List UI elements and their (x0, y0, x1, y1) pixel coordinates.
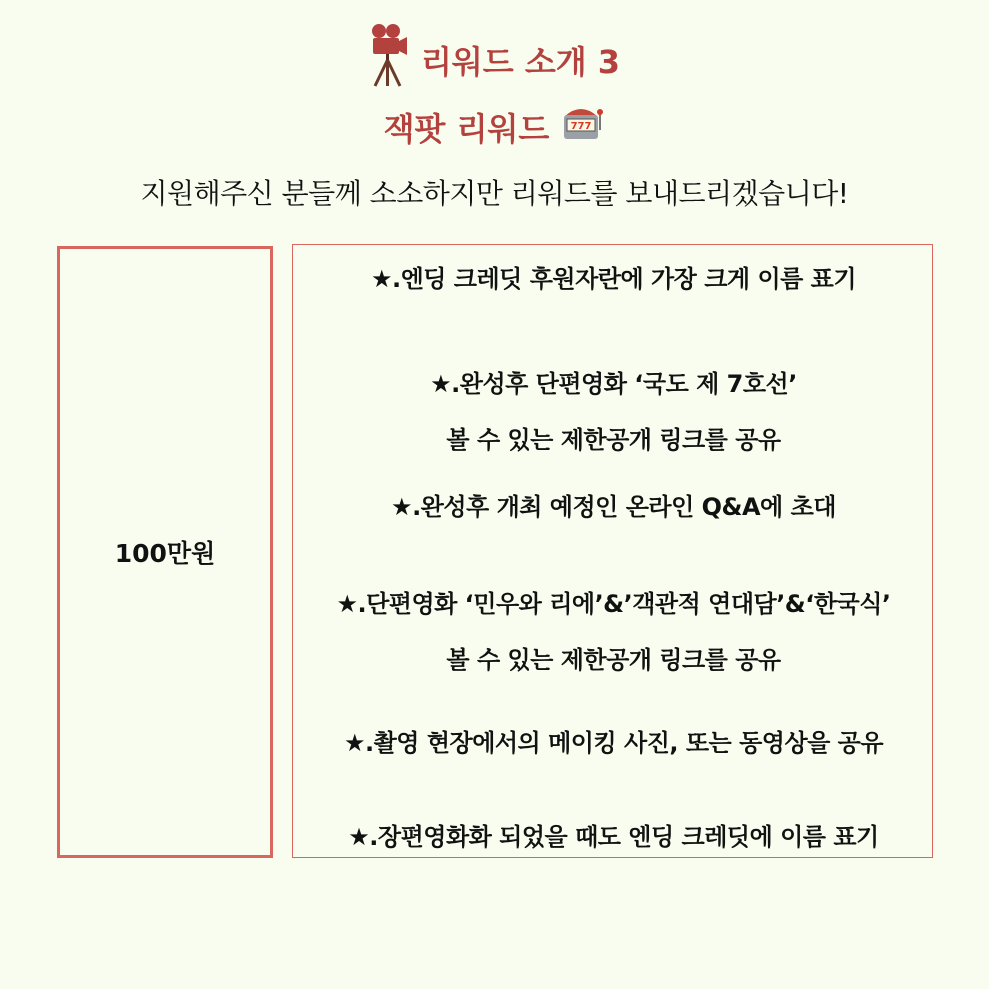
title-text-1: 리워드 소개 3 (420, 43, 621, 81)
reward-6 (293, 817, 934, 852)
reward-5 (293, 723, 934, 758)
title-line-1 (0, 22, 989, 102)
reward-5-line-1: ★.촬영 현장에서의 메이킹 사진, 또는 동영상을 공유 (343, 729, 884, 757)
reward-4 (293, 576, 934, 688)
reward-2 (293, 356, 934, 468)
reward-2-line-2: 볼 수 있는 제한공개 링크를 공유 (446, 426, 781, 454)
subtitle: 지원해주신 분들께 소소하지만 리워드를 보내드리겠습니다! (140, 177, 849, 210)
svg-text:777: 777 (570, 121, 592, 132)
reward-3 (293, 487, 934, 522)
reward-3-line-1: ★.완성후 개최 예정인 온라인 Q&A에 초대 (391, 493, 836, 521)
title-text-2: 잭팟 리워드 (383, 110, 550, 148)
reward-1-line-1: ★.엔딩 크레딧 후원자란에 가장 크게 이름 표기 (370, 265, 857, 293)
slot-machine-icon (561, 102, 605, 156)
rewards-box (292, 244, 933, 858)
reward-6-line-1: ★.장편영화화 되었을 때도 엔딩 크레딧에 이름 표기 (348, 823, 879, 851)
movie-camera-icon (369, 22, 409, 102)
reward-1 (293, 259, 934, 294)
reward-2-line-1: ★.완성후 단편영화 ‘국도 제 7호선’ (430, 370, 797, 398)
tier-box (57, 246, 273, 858)
tier-amount: 100만원 (114, 539, 216, 568)
reward-4-line-1: ★.단편영화 ‘민우와 리에’&’객관적 연대담’&‘한국식’ (336, 590, 891, 618)
reward-4-line-2: 볼 수 있는 제한공개 링크를 공유 (446, 646, 781, 674)
title-line-2 (0, 102, 989, 156)
title-block (0, 22, 989, 156)
